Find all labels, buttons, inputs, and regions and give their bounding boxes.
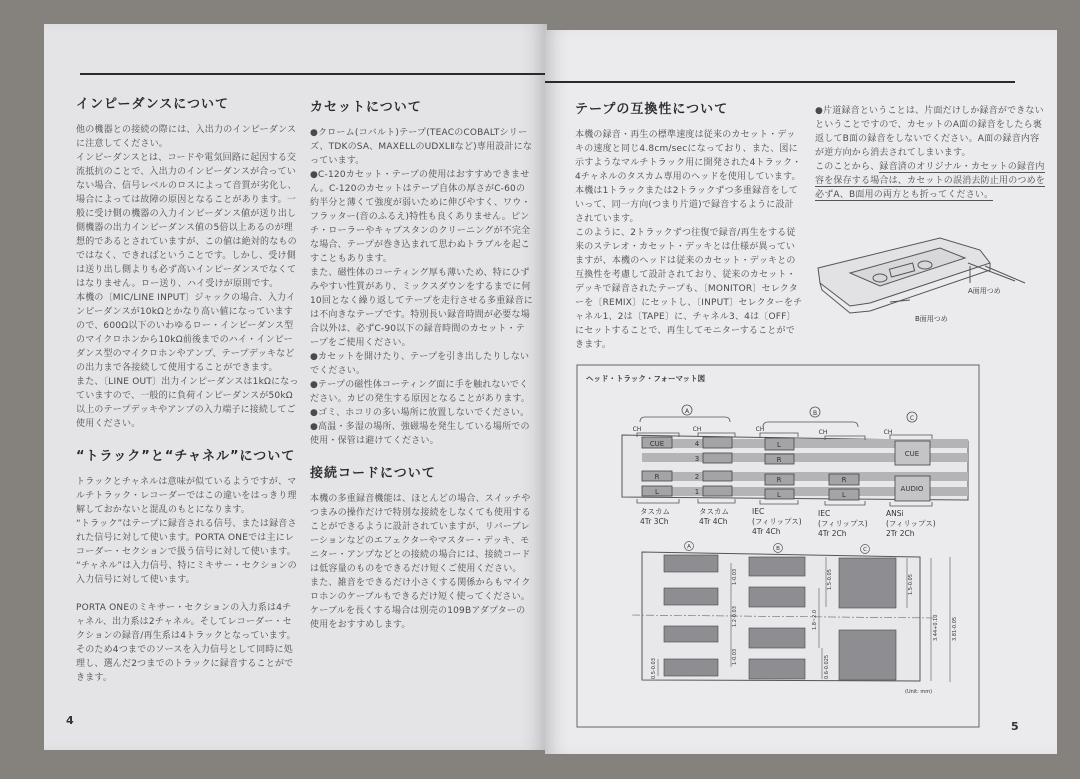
ch-label: CH [632,426,642,433]
format-label: タスカム [699,507,729,516]
diagram-title: ヘッド・トラック・フォーマット図 [586,374,706,383]
paragraph: 本機の録音・再生の標準速度は従来のカセット・デッキの速度と同じ4.8cm/secになっており、また、図に示すようなマルチトラック用に開発された4トラック・4チャネルのタスカム専用のヘッドを使用しています。 [575,130,802,182]
track-label: 3 [694,455,700,463]
track-label: 2 [694,473,700,481]
label-b-tab: B面用つめ [915,315,948,323]
dimension-label: 1.5-0.05 [908,574,914,595]
dimension-label: 1-0.03 [732,648,738,665]
track-label: L [655,488,659,496]
dimension-label: 1-0.03 [732,568,738,585]
group-label: C [909,415,915,422]
track-label: AUDIO [900,485,924,493]
track-label: 1 [694,488,700,496]
section-title-track-channel: “トラック”と“チャネル”について [76,449,296,464]
track-label: CUE [904,450,920,458]
format-label: IEC [752,507,765,516]
dimension-label: 0.5-0.03 [651,658,657,679]
ch-label: CH [818,429,828,436]
paragraph: また、雑音をできるだけ小さくする関係からもマイクロホンのケーブルもできるだけ短く使ってください。ケーブルを長くする場合は別売の109Bアダプターの使用をおすすめします。 [310,578,531,630]
format-label: ANSi [886,509,904,518]
cassette-illustration [818,238,1025,313]
underlined-note: 録音済のオリジナル・カセットの録音内容を保存する場合は、カセットの誤消去防止用のつめを必ずA、B面用の両方とも折ってください。 [815,162,1046,200]
paragraph: 本機の〔MIC/LINE INPUT〕ジャックの場合、入力インピーダンスが10kΩとかなり高い値になっていますので、600Ω以下のいわゆるロー・インピーダンス型のマイクロホンから10kΩ前後までのハイ・インピーダンス型のマイクロホンやアンプ、テープデッキなどの出力まで各接続して使用することができます。 [76,293,296,373]
paragraph: ●カセットを開けたり、テープを引き出したりしないでください。 [310,352,530,376]
track-label: CUE [649,440,665,448]
group-label: C [863,547,867,553]
track-format-diagram [622,405,968,538]
paragraph: PORTA ONEのミキサー・セクションの入力系は4チャネル、出力系は2チャネル。そしてレコーダー・セクションの録音/再生系は4トラックとなっています。そのため4つまでのソースを入力信号として同時に処理し、選んだ2つまでのトラックに録音することができます。 [76,603,296,683]
paragraph: “チャネル”は入力信号、特にミキサー・セクションの入力信号に対して使います。 [76,561,297,585]
ch-label: CH [883,429,893,436]
track-label: L [777,441,781,449]
format-label: 4Tr 4Ch [752,527,781,536]
section-title-impedance: インピーダンスについて [76,97,229,112]
paragraph: “トラック”はテープに録音される信号、または録音された信号に対して使います。PORTA ONEでは主にレコーダー・セクションで扱う信号に対して使います。 [76,519,297,557]
track-label: L [842,491,846,499]
group-label: B [776,546,780,552]
section-title-compat: テープの互換性について [575,102,729,117]
format-label: 2Tr 2Ch [886,529,915,538]
dimension-label: 3.44+0.10 [933,614,939,641]
paragraph: ●高温・多湿の場所、強磁場を発生している場所での使用・保管は避けてください。 [310,422,530,446]
paragraph: ●C-120カセット・テープの使用はおすすめできません。C-120のカセットはテープ自体の厚さがC-60の約半分と薄くて強度が弱いために伸びやすく、ワウ・フラッター(音のふるえ)特性も良くありません。ピンチ・ローラーやキャプスタンのクリーニングが不完全な場合、テープが巻き込まれて思わぬトラブルを起こすこともあります。 [310,170,531,264]
format-label: (フィリップス) [886,519,936,528]
paragraph: ●クローム(コバルト)テープ(TEACのCOBALTシリーズ、TDKのSA、MAXELLのUDXLⅡなど)専用設計になっています。 [310,128,533,166]
format-label: タスカム [640,507,670,516]
track-label: L [777,491,781,499]
ch-label: CH [692,426,702,433]
label-a-tab: A面用つめ [968,287,1001,295]
dimension-label: 3.81-0.05 [952,616,958,641]
dimension-label: 1.5-0.05 [827,569,833,590]
format-label: IEC [818,509,831,518]
diagram-group [577,365,979,727]
track-label: 4 [694,440,700,448]
format-label: (フィリップス) [818,519,868,528]
paragraph: また、磁性体のコーティング厚も薄いため、特にひずみやすい性質があり、ミックスダウンをするまでに何10回となく繰り返してテープを走行させる多重録音には不向きなテープです。特別長い録音時間が必要な場合以外は、必ずC-90以下の録音時間のカセット・テープをご使用ください。 [310,268,534,348]
track-label: R [776,456,782,464]
format-label: 4Tr 3Ch [640,517,669,526]
paragraph: 本機の多重録音機能は、ほとんどの場合、スイッチやつまみの操作だけで特別な接続をしなくても使用することができるように設計されていますが、リバーブレーションなどのエフェクターやマスター・デッキ、モニター・アンプなどとの接続の場合には、接続コードは低容量のものをできるだけ短くご使用ください。 [310,494,531,574]
paragraph: 本機は1トラックまたは2トラックずつ多重録音をしていって、同一方向(つまり片道)で録音するように設計されています。 [575,186,799,224]
ch-label: CH [755,426,765,433]
page-number: 5 [1011,720,1019,733]
group-label: B [812,410,818,417]
dimension-label: 1.2-0.03 [732,606,738,627]
track-label: R [654,473,660,481]
paragraph: インピーダンスとは、コードや電気回路に起因する交流抵抗のことで、入出力のインピーダンスが合っていない場合、信号レベルのロスによって音質が劣化し、場合によっては故障の原因となることがあります。一般に受け側の機器の入力インピーダンス値が送り出し側機器の出力インピーダンス値の5倍以上あるのが理想的であるとされていますが、この値は絶対的なものではなく、できればということです。しかし、受け側は送り出し側よりも必ず高いインピーダンスでなくてはなりません。ロー送り、ハイ受けが原則です。 [76,153,297,289]
unit-label: (Unit: mm) [905,689,933,695]
paragraph: ●ゴミ、ホコリの多い場所に放置しないでください。 [310,408,530,418]
track-label: R [841,476,847,484]
format-label: (フィリップス) [752,517,802,526]
section-title-cords: 接続コードについて [310,466,436,481]
dimension-label: 1.8~2.0 [812,609,818,630]
paragraph: ●テープの磁性体コーティング面に手を触れないでください。カビの発生する原因となることがあります。 [310,380,531,404]
paragraph: ●片道録音ということは、片面だけしか録音ができないということですので、カセットのA面の録音をしたら裏返してB面の録音をしないでください。A面の録音内容が逆方向から消去されてしまいます。 [815,106,1044,158]
head-dimension-diagram [632,542,958,696]
note-lead: このことから、 [815,162,880,172]
group-label: A [684,408,690,415]
dimension-label: 0.6-0.025 [824,654,830,679]
section-title-cassette: カセットについて [310,100,422,115]
cassette-group [818,238,1025,323]
track-label: R [776,476,782,484]
paragraph: このように、2トラックずつ往復で録音/再生をする従来のステレオ・カセット・デッキとは仕様が異っていますが、本機のヘッドは従来のカセット・デッキとの互換性を考慮して設計されており、従来のカセット・デッキで録音されたテープも、〔MONITOR〕セレクターを〔REMIX〕にセットし、〔INPUT〕セレクターをチャネル1、2は〔TAPE〕に、チャネル3、4は〔OFF〕にセットすることで、再生してモニターすることができます。 [575,228,803,350]
group-label: A [687,544,691,550]
page-number: 4 [66,714,74,727]
format-label: 4Tr 2Ch [818,529,847,538]
paragraph: トラックとチャネルは意味が似ているようですが、マルチトラック・レコーダーではこの違いをはっきり理解しておかないと混乱のもとになります。 [76,477,297,515]
paragraph: また、〔LINE OUT〕出力インピーダンスは1kΩになっていますので、一般的に負荷インピーダンスが50kΩ以上のテープデッキやアンプの入力端子に接続してご使用ください。 [76,377,299,429]
format-label: 4Tr 4Ch [699,517,728,526]
paragraph: 他の機器との接続の際には、入出力のインピーダンスに注意してください。 [76,125,297,149]
